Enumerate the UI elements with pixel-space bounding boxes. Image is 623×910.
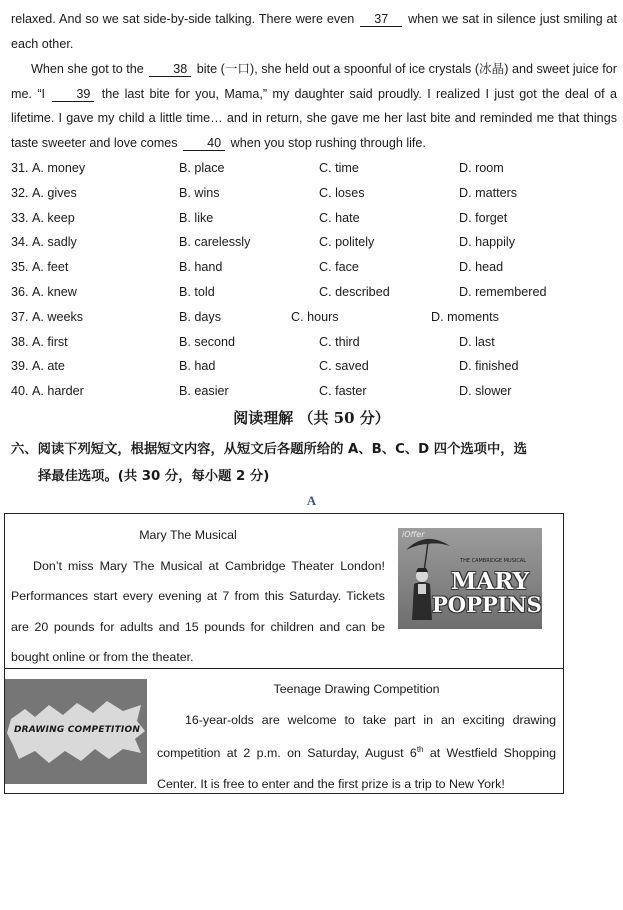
option-b: B. had	[179, 359, 216, 373]
option-d: D. remembered	[459, 285, 547, 299]
option-c: C. face	[319, 260, 359, 274]
option-c: C. third	[319, 335, 360, 349]
question-number: 39.	[11, 359, 29, 373]
option-d: D. matters	[459, 186, 518, 200]
question-number: 31.	[11, 161, 29, 175]
ad-mary-body: Don’t miss Mary The Musical at Cambridge Theater London! Performances start every evening at 7 from this Saturday. Tickets are 20 pounds for adults and 15 pounds for children and can be bought online or from the theater.	[11, 558, 385, 665]
option-d: D. head	[459, 260, 504, 274]
ad-drawing-body-text: at Westfield Shopping Center. It is free to enter and the first prize is a trip to New York!	[157, 746, 556, 791]
option-row-34	[11, 230, 617, 254]
option-a: A. feet	[32, 260, 69, 274]
poster-watermark: iOffer	[402, 530, 425, 539]
passage-text: relaxed. And so we sat side-by-side talking. There were even	[11, 12, 355, 26]
advert-box	[4, 513, 564, 794]
option-a: A. money	[32, 161, 86, 175]
question-number: 38.	[11, 335, 29, 349]
option-c: C. time	[319, 161, 359, 175]
option-b: B. second	[179, 335, 236, 349]
option-a: A. keep	[32, 211, 75, 225]
option-d: D. happily	[459, 235, 516, 249]
ad-drawing-body-text: 16-year-olds are welcome to take part in an exciting drawing competition at 2 p.m. on Saturday, August 6	[157, 712, 556, 761]
passage-paragraph-1	[11, 7, 617, 56]
option-a: A. harder	[32, 384, 84, 398]
option-b: B. days	[179, 310, 221, 324]
section-title: 阅读理解 （共 50 分）	[233, 409, 390, 427]
option-b: B. carelessly	[179, 235, 251, 249]
question-number: 37.	[11, 310, 29, 324]
option-d: D. slower	[459, 384, 512, 398]
option-c: C. hate	[319, 211, 360, 225]
option-d: D. last	[459, 335, 495, 349]
option-a: A. first	[32, 335, 68, 349]
option-row-36	[11, 280, 617, 304]
option-c: C. described	[319, 285, 390, 299]
blank-39: 39	[52, 87, 94, 102]
option-d: D. forget	[459, 211, 508, 225]
poster-small-text: THE CAMBRIDGE MUSICAL	[460, 558, 526, 564]
option-row-40	[11, 379, 617, 403]
option-c: C. loses	[319, 186, 365, 200]
option-d: D. room	[459, 161, 504, 175]
poster-title-poppins: POPPINS	[432, 592, 542, 617]
option-a: A. sadly	[32, 235, 77, 249]
question-number: 34.	[11, 235, 29, 249]
option-a: A. ate	[32, 359, 65, 373]
passage-text: when we sat in silence just smiling at each other.	[11, 12, 618, 51]
blank-38: 38	[149, 62, 191, 77]
option-c: C. politely	[319, 235, 375, 249]
blank-37: 37	[360, 12, 402, 27]
option-b: B. like	[179, 211, 214, 225]
ad-mary-title: Mary The Musical	[139, 528, 237, 542]
passage-text: the last bite for you, Mama,” my daughter said proudly. I realized I just got the deal of a lifetime. I gave my child a little time… and in return, she gave me her last bite and reminded me that things taste sweeter and love comes	[11, 86, 617, 150]
option-a: A. gives	[32, 186, 77, 200]
question-number: 36.	[11, 285, 29, 299]
option-c: C. faster	[319, 384, 367, 398]
option-row-33	[11, 206, 617, 230]
mary-poppins-poster	[398, 528, 542, 629]
ad-mary-musical	[11, 520, 385, 673]
question-number: 32.	[11, 186, 29, 200]
blank-40: 40	[183, 136, 225, 151]
option-a: A. weeks	[32, 310, 84, 324]
option-row-39	[11, 354, 617, 378]
question-number: 33.	[11, 211, 29, 225]
ad-divider	[5, 668, 563, 669]
option-row-37	[11, 305, 617, 329]
part-a-heading: A	[306, 493, 317, 508]
option-b: B. easier	[179, 384, 229, 398]
ad-drawing-title: Teenage Drawing Competition	[273, 682, 440, 696]
drawing-competition-label: DRAWING COMPETITION	[13, 725, 141, 735]
option-b: B. place	[179, 161, 225, 175]
option-row-35	[11, 255, 617, 279]
section-instruction-line-2: 择最佳选项。(共 30 分，每小题 2 分)	[38, 469, 270, 484]
option-b: B. wins	[179, 186, 220, 200]
ad-drawing-competition	[157, 674, 556, 800]
option-c: C. hours	[291, 310, 339, 324]
option-d: D. moments	[431, 310, 499, 324]
option-b: B. hand	[179, 260, 223, 274]
option-a: A. knew	[32, 285, 77, 299]
passage-text: when you stop rushing through life.	[230, 135, 426, 150]
drawing-competition-image	[5, 679, 147, 784]
section-instruction-line-1: 六、阅读下列短文，根据短文内容，从短文后各题所给的 A、B、C、D 四个选项中，选	[11, 442, 527, 457]
ad-drawing-body	[157, 705, 556, 800]
question-number: 35.	[11, 260, 29, 274]
option-row-31	[11, 156, 617, 180]
option-row-38	[11, 330, 617, 354]
passage-paragraph-2	[11, 57, 617, 155]
poster-title-mary: MARY	[450, 568, 530, 595]
option-row-32	[11, 181, 617, 205]
option-b: B. told	[179, 285, 215, 299]
option-c: C. saved	[319, 359, 369, 373]
question-number: 40.	[11, 384, 29, 398]
passage-text: bite (一口), she held out a spoonful of ice crystals (冰晶) and sweet juice for me. “I	[11, 62, 617, 101]
ordinal-suffix: th	[416, 745, 424, 755]
passage-text: When she got to the	[31, 62, 144, 76]
option-d: D. finished	[459, 359, 519, 373]
